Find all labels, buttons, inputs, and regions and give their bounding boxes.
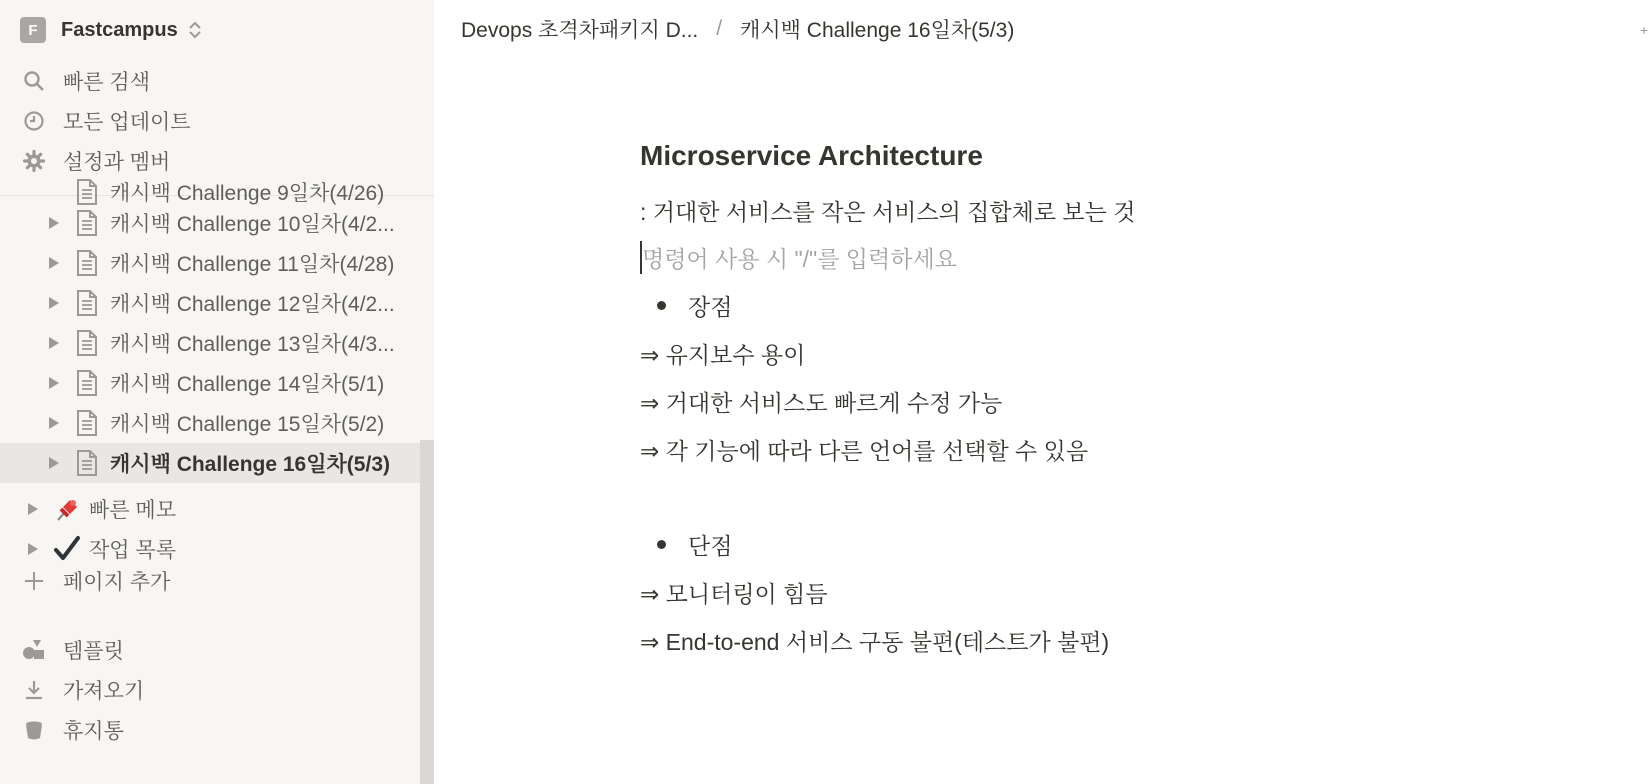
pros-item[interactable]: ⇒ 유지보수 용이 (640, 342, 806, 368)
bullet-dot (657, 301, 666, 310)
breadcrumb (461, 13, 1014, 45)
tree-item-label: 캐시백 Challenge 9일차(4/26) (110, 182, 385, 205)
tree-item-label: 캐시백 Challenge 15일차(5/2) (110, 413, 385, 436)
document-icon (75, 289, 99, 317)
nav-trash-label: 휴지통 (63, 720, 124, 743)
tree-item-challenge-16[interactable] (0, 443, 420, 483)
document-icon (75, 449, 99, 477)
bullet-cons[interactable] (640, 528, 732, 561)
triangle-right-icon[interactable] (48, 296, 60, 310)
bullet-cons-label: 단점 (688, 533, 733, 559)
page-editor (434, 0, 1648, 784)
tree-item-label: 빠른 메모 (89, 499, 176, 522)
topbar-overflow-indicator: + (1640, 22, 1648, 38)
breadcrumb-parent[interactable]: Devops 초격차패키지 D... (461, 19, 699, 42)
document-icon (75, 329, 99, 357)
gear-icon (20, 147, 48, 175)
tree-item-label: 캐시백 Challenge 14일차(5/1) (110, 373, 385, 396)
triangle-right-icon[interactable] (48, 256, 60, 270)
checkmark-icon (52, 534, 82, 564)
document-icon (75, 369, 99, 397)
tree-item-tasks[interactable] (0, 529, 420, 569)
tree-item-challenge-12[interactable] (0, 283, 420, 323)
document-icon (75, 178, 99, 206)
tree-item-challenge-11[interactable] (0, 243, 420, 283)
tree-item-challenge-13[interactable] (0, 323, 420, 363)
tree-item-challenge-15[interactable] (0, 403, 420, 443)
triangle-right-icon[interactable] (48, 216, 60, 230)
nav-import-label: 가져오기 (63, 680, 145, 703)
nav-templates[interactable] (20, 633, 124, 667)
pros-item[interactable]: ⇒ 거대한 서비스도 빠르게 수정 가능 (640, 390, 1003, 416)
nav-templates-label: 템플릿 (63, 640, 124, 663)
nav-import[interactable] (20, 673, 144, 707)
workspace-switcher[interactable] (20, 14, 202, 46)
tree-item-challenge-10[interactable] (0, 203, 420, 243)
definition-line[interactable]: : 거대한 서비스를 작은 서비스의 집합체로 보는 것 (640, 199, 1136, 225)
triangle-right-icon[interactable] (48, 456, 60, 470)
nav-trash[interactable] (20, 713, 124, 747)
tree-item-challenge-14[interactable] (0, 363, 420, 403)
cons-item[interactable]: ⇒ End-to-end 서비스 구동 불편(테스트가 불편) (640, 629, 1110, 655)
breadcrumb-separator: / (716, 17, 723, 40)
bullet-dot (657, 540, 666, 549)
triangle-right-icon[interactable] (27, 502, 39, 516)
chevron-updown-icon (188, 20, 202, 40)
tree-item-label: 캐시백 Challenge 11일차(4/28) (110, 253, 395, 276)
tree-item-quick-memo[interactable] (0, 489, 420, 529)
empty-block-placeholder[interactable]: 명령어 사용 시 "/"를 입력하세요 (640, 241, 957, 274)
nav-settings-label: 설정과 멤버 (63, 151, 171, 174)
tree-item-label: 캐시백 Challenge 10일차(4/2... (110, 213, 395, 236)
bullet-pros[interactable] (640, 289, 732, 322)
sidebar-scrollbar[interactable] (420, 440, 434, 784)
workspace-name: Fastcampus (61, 18, 178, 41)
pros-item[interactable]: ⇒ 각 기능에 따라 다른 언어를 선택할 수 있음 (640, 438, 1089, 464)
document-icon (75, 209, 99, 237)
tree-item-label: 캐시백 Challenge 12일차(4/2... (110, 293, 395, 316)
add-page-button[interactable] (20, 564, 170, 598)
add-page-label: 페이지 추가 (63, 571, 171, 594)
document-icon (75, 249, 99, 277)
document-icon (75, 409, 99, 437)
search-icon (20, 67, 48, 95)
triangle-right-icon[interactable] (48, 376, 60, 390)
templates-icon (20, 636, 48, 664)
pushpin-icon (52, 494, 82, 524)
download-icon (20, 676, 48, 704)
nav-all-updates[interactable] (20, 104, 191, 138)
clock-icon (20, 107, 48, 135)
tree-item-label: 작업 목록 (89, 539, 176, 562)
workspace-avatar: F (20, 17, 46, 43)
page-heading[interactable]: Microservice Architecture (640, 140, 983, 171)
nav-all-updates-label: 모든 업데이트 (63, 111, 191, 134)
triangle-right-icon[interactable] (48, 336, 60, 350)
triangle-right-icon[interactable] (27, 542, 39, 556)
breadcrumb-current[interactable]: 캐시백 Challenge 16일차(5/3) (740, 19, 1015, 42)
tree-item-label: 캐시백 Challenge 13일차(4/3... (110, 333, 395, 356)
cons-item[interactable]: ⇒ 모니터링이 힘듬 (640, 581, 828, 607)
nav-quick-search[interactable] (20, 64, 150, 98)
nav-quick-search-label: 빠른 검색 (63, 71, 150, 94)
trash-icon (20, 716, 48, 744)
plus-icon (20, 567, 48, 595)
triangle-right-icon[interactable] (48, 416, 60, 430)
bullet-pros-label: 장점 (688, 294, 733, 320)
tree-item-label: 캐시백 Challenge 16일차(5/3) (110, 453, 390, 476)
sidebar (0, 0, 434, 784)
